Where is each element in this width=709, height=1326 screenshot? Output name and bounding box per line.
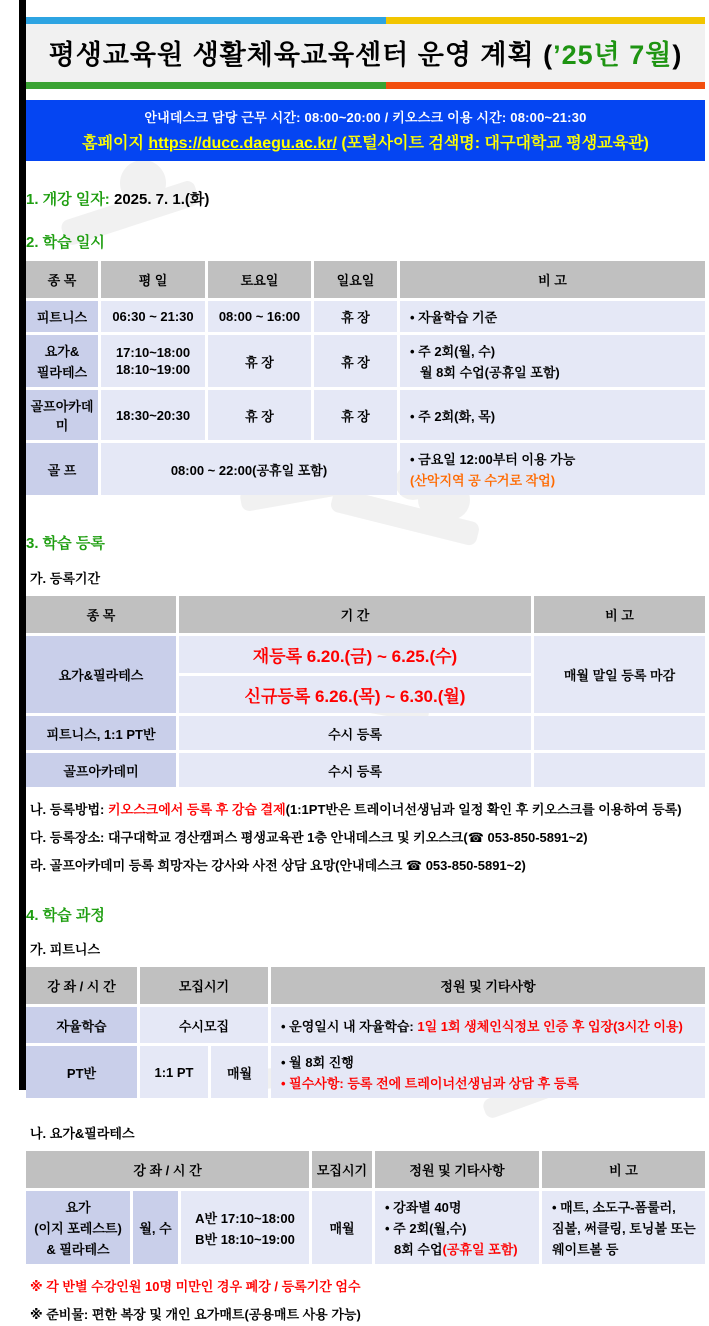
subject-line: 요가& bbox=[44, 344, 80, 359]
note-method-rest: (1:1PT반은 트레이너선생님과 일정 확인 후 키오스크를 이용하여 등록) bbox=[285, 802, 682, 817]
cell-note: 매월 말일 등록 마감 bbox=[534, 636, 705, 713]
banner-strip-blue bbox=[26, 17, 386, 24]
cell-period-new: 신규등록 6.26.(목) ~ 6.30.(월) bbox=[179, 676, 531, 713]
cell-course: 자율학습 bbox=[26, 1007, 137, 1043]
note-cancel-policy: ※ 각 반별 수강인원 10명 미만인 경우 폐강 / 등록기간 엄수 bbox=[30, 1279, 361, 1295]
col-subject: 종 목 bbox=[26, 261, 98, 298]
cell-note: • 주 2회(화, 목) bbox=[400, 390, 705, 440]
col-course: 강 좌 / 시 간 bbox=[26, 1151, 309, 1188]
note-line: 월 8회 수업(공휴일 포함) bbox=[420, 365, 560, 380]
table-header-row bbox=[26, 1151, 705, 1188]
col-recruit: 모집시기 bbox=[312, 1151, 372, 1188]
fitness-course-table bbox=[23, 964, 708, 1101]
col-subject: 종 목 bbox=[26, 596, 176, 633]
table-row-golf bbox=[26, 443, 705, 495]
cell-period-renew: 재등록 6.20.(금) ~ 6.25.(수) bbox=[179, 636, 531, 673]
section1-value: 2025. 7. 1.(화) bbox=[109, 191, 210, 208]
time-line: A반 17:10~18:00 bbox=[195, 1210, 295, 1226]
cell-recruit: 수시모집 bbox=[140, 1007, 268, 1043]
section2-heading: 2. 학습 일시 bbox=[26, 234, 105, 251]
time-line: 17:10~18:00 bbox=[115, 345, 191, 360]
capacity-line: • 월 8회 진행 bbox=[281, 1055, 354, 1071]
banner-bottom-strip bbox=[26, 82, 705, 89]
note-line: • 금요일 12:00부터 이용 가능 bbox=[410, 452, 576, 467]
capacity-red: 1일 1회 생체인식정보 인증 후 입장(3시간 이용) bbox=[417, 1018, 683, 1034]
capacity-black: • 운영일시 내 자율학습: bbox=[281, 1018, 418, 1034]
col-note: 비 고 bbox=[400, 261, 705, 298]
table-row-yoga-course bbox=[26, 1191, 705, 1264]
section-opening-date bbox=[26, 188, 705, 209]
cell-subject: 골프아카데미 bbox=[26, 753, 176, 787]
capacity-line-red: • 필수사항: 등록 전에 트레이너선생님과 상담 후 등록 bbox=[281, 1076, 579, 1092]
section4-heading: 4. 학습 과정 bbox=[26, 907, 105, 925]
cell-note bbox=[534, 753, 705, 787]
note-line: 짐볼, 써클링, 토닝볼 또는 bbox=[552, 1221, 696, 1237]
section1-label: 1. 개강 일자: bbox=[26, 191, 110, 208]
col-course: 강 좌 / 시 간 bbox=[26, 967, 137, 1004]
homepage-label: 홈페이지 bbox=[82, 135, 149, 152]
col-note: 비 고 bbox=[542, 1151, 705, 1188]
subject-line: 필라테스 bbox=[36, 365, 88, 380]
note-line: • 매트, 소도구-폼룰러, bbox=[552, 1200, 676, 1216]
col-capacity: 정원 및 기타사항 bbox=[375, 1151, 539, 1188]
cell-period: 수시 등록 bbox=[179, 716, 531, 750]
table-row-yoga-period bbox=[26, 636, 705, 673]
cell-weekday: 18:30~20:30 bbox=[101, 390, 205, 440]
section3-sub-a: 가. 등록기간 bbox=[30, 571, 101, 586]
cell-sunday: 휴 장 bbox=[314, 335, 397, 387]
banner-top-strip bbox=[26, 17, 705, 24]
desk-hours-text: 안내데스크 담당 근무 시간: 08:00~20:00 / 키오스크 이용 시간: 08:00~21:30 bbox=[144, 110, 587, 125]
cell-subject: 피트니스 bbox=[26, 301, 98, 332]
table-row-golf-academy bbox=[26, 390, 705, 440]
registration-notes bbox=[30, 800, 705, 876]
cell-saturday: 08:00 ~ 16:00 bbox=[208, 301, 311, 332]
cell-note bbox=[542, 1191, 705, 1264]
table-row-fitness-pt bbox=[26, 716, 705, 750]
table-row-self-study bbox=[26, 1007, 705, 1043]
page-title-paren-close: ) bbox=[672, 40, 683, 70]
schedule-table bbox=[23, 258, 708, 498]
cell-saturday: 휴 장 bbox=[208, 390, 311, 440]
table-row-golf-academy-reg bbox=[26, 753, 705, 787]
homepage-link[interactable]: https://ducc.daegu.ac.kr/ bbox=[148, 135, 337, 152]
cell-note bbox=[534, 716, 705, 750]
banner-strip-green bbox=[26, 82, 386, 89]
col-weekday: 평 일 bbox=[101, 261, 205, 298]
cell-recruit: 매월 bbox=[211, 1046, 268, 1098]
table-header-row bbox=[26, 967, 705, 1004]
cell-period: 수시 등록 bbox=[179, 753, 531, 787]
col-sunday: 일요일 bbox=[314, 261, 397, 298]
table-header-row bbox=[26, 596, 705, 633]
note-line: 웨이트볼 등 bbox=[552, 1242, 619, 1258]
cell-pt-type: 1:1 PT bbox=[140, 1046, 208, 1098]
cell-subject: 골 프 bbox=[26, 443, 98, 495]
cell-capacity bbox=[271, 1046, 705, 1098]
homepage-search-hint: (포털사이트 검색명: 대구대학교 평생교육관) bbox=[336, 135, 649, 152]
cell-subject: 요가&필라테스 bbox=[26, 636, 176, 713]
col-recruit: 모집시기 bbox=[140, 967, 268, 1004]
cell-sunday: 휴 장 bbox=[314, 301, 397, 332]
section3-heading: 3. 학습 등록 bbox=[26, 535, 105, 552]
title-banner bbox=[26, 17, 705, 89]
col-period: 기 간 bbox=[179, 596, 531, 633]
table-header-row bbox=[26, 261, 705, 298]
cell-days: 월, 수 bbox=[133, 1191, 178, 1264]
section4-sub-a: 가. 피트니스 bbox=[30, 942, 101, 958]
col-note: 비 고 bbox=[534, 596, 705, 633]
cell-recruit: 매월 bbox=[312, 1191, 372, 1264]
note-method bbox=[30, 800, 705, 821]
banner-strip-gold bbox=[386, 17, 705, 24]
capacity-line: • 주 2회(월,수) bbox=[385, 1221, 467, 1237]
cell-course: PT반 bbox=[26, 1046, 137, 1098]
note-method-red: 키오스크에서 등록 후 강습 결제 bbox=[107, 802, 286, 817]
capacity-line: • 강좌별 40명 bbox=[385, 1200, 462, 1216]
course-line: (이지 포레스트) bbox=[34, 1221, 122, 1237]
course-line: 요가 bbox=[65, 1200, 91, 1216]
note-method-label: 나. 등록방법: bbox=[30, 802, 108, 817]
time-line: 18:10~19:00 bbox=[115, 362, 191, 377]
info-box bbox=[26, 100, 705, 161]
page-title-main: 평생교육원 생활체육교육센터 운영 계획 bbox=[48, 40, 544, 70]
cell-subject: 골프아카데미 bbox=[26, 390, 98, 440]
note-supplies: ※ 준비물: 편한 복장 및 개인 요가매트(공용매트 사용 가능) bbox=[30, 1307, 361, 1323]
cell-time-merged: 08:00 ~ 22:00(공휴일 포함) bbox=[101, 443, 397, 495]
registration-table bbox=[23, 593, 708, 790]
note-place: 다. 등록장소: 대구대학교 경산캠퍼스 평생교육관 1층 안내데스크 및 키오스크(☎ 053-850-5891~2) bbox=[30, 829, 588, 845]
page-title-period: ’25년 7월 bbox=[553, 40, 673, 70]
section4-sub-b: 나. 요가&필라테스 bbox=[30, 1126, 135, 1142]
cell-subject: 피트니스, 1:1 PT반 bbox=[26, 716, 176, 750]
note-line-orange: (산악지역 공 수거로 작업) bbox=[410, 473, 556, 488]
cell-saturday: 휴 장 bbox=[208, 335, 311, 387]
cell-sunday: 휴 장 bbox=[314, 390, 397, 440]
page-title bbox=[26, 24, 705, 82]
homepage-line bbox=[26, 130, 705, 153]
cell-subject bbox=[26, 335, 98, 387]
course-notes bbox=[30, 1277, 705, 1326]
cell-capacity bbox=[271, 1007, 705, 1043]
cell-capacity bbox=[375, 1191, 539, 1264]
page-title-paren-open: ( bbox=[543, 40, 554, 70]
table-row-yoga bbox=[26, 335, 705, 387]
capacity-black: 8회 수업 bbox=[394, 1242, 443, 1258]
cell-times bbox=[181, 1191, 309, 1264]
yoga-course-table bbox=[23, 1148, 708, 1267]
col-saturday: 토요일 bbox=[208, 261, 311, 298]
cell-note bbox=[400, 335, 705, 387]
table-row-pt-class bbox=[26, 1046, 705, 1098]
capacity-line-mixed bbox=[385, 1239, 535, 1258]
table-row-fitness bbox=[26, 301, 705, 332]
col-capacity: 정원 및 기타사항 bbox=[271, 967, 705, 1004]
capacity-red: (공휴일 포함) bbox=[442, 1242, 518, 1258]
note-line: • 주 2회(월, 수) bbox=[410, 344, 496, 359]
time-line: B반 18:10~19:00 bbox=[195, 1231, 295, 1247]
cell-note bbox=[400, 443, 705, 495]
cell-weekday: 06:30 ~ 21:30 bbox=[101, 301, 205, 332]
banner-strip-red bbox=[386, 82, 705, 89]
page-left-border bbox=[19, 0, 26, 1090]
cell-weekday bbox=[101, 335, 205, 387]
course-line: & 필라테스 bbox=[46, 1242, 110, 1258]
cell-course bbox=[26, 1191, 130, 1264]
note-golf-consult: 라. 골프아카데미 등록 희망자는 강사와 사전 상담 요망(안내데스크 ☎ 053-850-5891~2) bbox=[30, 857, 526, 873]
cell-note: • 자율학습 기준 bbox=[400, 301, 705, 332]
